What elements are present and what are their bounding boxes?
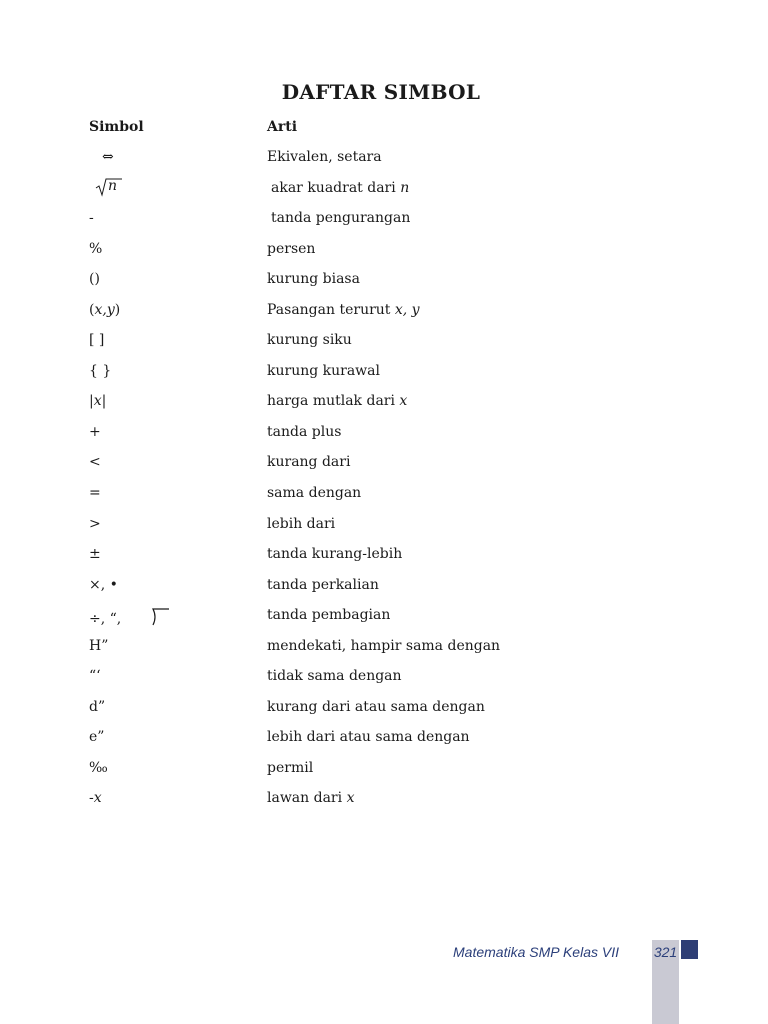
- symbol-cell: (): [89, 271, 100, 288]
- meaning-cell: kurang dari atau sama dengan: [267, 698, 485, 715]
- symbol-cell: ‰: [89, 759, 108, 776]
- symbol-cell: e”: [89, 729, 105, 746]
- symbol-cell: <: [89, 454, 101, 471]
- meaning-cell: sama dengan: [267, 485, 362, 502]
- list-item: [0, 509, 768, 540]
- list-item: [0, 264, 768, 295]
- list-item: [0, 386, 768, 417]
- list-item: [0, 478, 768, 509]
- list-item: [0, 631, 768, 662]
- long-division-icon: [150, 607, 170, 631]
- list-item: [0, 173, 768, 204]
- list-item: [0, 142, 768, 173]
- column-header-meaning: Arti: [267, 119, 298, 135]
- list-item: [0, 753, 768, 784]
- meaning-cell: Pasangan terurut x, y: [267, 301, 420, 318]
- meaning-cell: harga mutlak dari x: [267, 393, 408, 410]
- meaning-cell: Ekivalen, setara: [267, 149, 382, 165]
- list-item: [0, 661, 768, 692]
- meaning-cell: kurung biasa: [267, 271, 360, 288]
- meaning-cell: akar kuadrat dari n: [271, 179, 410, 196]
- symbol-cell: |x|: [89, 393, 107, 410]
- list-item: [0, 600, 768, 631]
- symbol-cell: { }: [89, 362, 112, 379]
- list-item: [0, 356, 768, 387]
- list-item: [0, 722, 768, 753]
- symbol-cell: =: [89, 485, 101, 502]
- page-marker-square: [681, 940, 698, 959]
- symbol-cell: [ ]: [89, 332, 105, 349]
- radicand-variable: n: [108, 177, 118, 194]
- symbol-cell: ×, •: [89, 576, 118, 593]
- meaning-cell: kurang dari: [267, 454, 351, 471]
- page-title: DAFTAR SIMBOL: [281, 80, 481, 104]
- symbol-cell: +: [89, 423, 101, 440]
- meaning-cell: lebih dari: [267, 515, 336, 532]
- meaning-cell: lebih dari atau sama dengan: [267, 729, 470, 746]
- list-item: [0, 447, 768, 478]
- list-item: [0, 570, 768, 601]
- meaning-cell: kurung kurawal: [267, 362, 380, 379]
- meaning-cell: mendekati, hampir sama dengan: [267, 637, 501, 654]
- symbol-cell: ±: [89, 546, 101, 563]
- meaning-cell: tanda plus: [267, 423, 342, 440]
- list-item: [0, 325, 768, 356]
- list-item: [0, 295, 768, 326]
- symbol-cell: [89, 177, 123, 201]
- symbol-cell: -: [89, 210, 94, 227]
- symbol-list: [0, 142, 768, 814]
- list-item: [0, 783, 768, 814]
- symbol-cell: H”: [89, 637, 109, 654]
- footer-book-title: Matematika SMP Kelas VII: [453, 944, 619, 960]
- column-header-symbol: Simbol: [89, 119, 144, 135]
- meaning-cell: permil: [267, 759, 314, 776]
- meaning-cell: tidak sama dengan: [267, 668, 402, 685]
- symbol-cell: ÷, “,: [89, 607, 170, 631]
- meaning-cell: tanda pembagian: [267, 607, 391, 624]
- list-item: [0, 539, 768, 570]
- symbol-cell: -x: [89, 790, 102, 807]
- list-item: [0, 203, 768, 234]
- meaning-cell: kurung siku: [267, 332, 352, 349]
- list-item: [0, 417, 768, 448]
- symbol-cell: “‘: [89, 668, 101, 685]
- symbol-cell: ⇔: [102, 149, 114, 165]
- list-item: [0, 234, 768, 265]
- list-item: [0, 692, 768, 723]
- symbol-cell: %: [89, 240, 103, 257]
- symbol-cell: >: [89, 515, 101, 532]
- square-root-icon: [95, 177, 123, 197]
- meaning-cell: persen: [267, 240, 316, 257]
- page-number: 321: [653, 944, 678, 960]
- meaning-cell: tanda perkalian: [267, 576, 379, 593]
- symbol-cell: (x,y): [89, 301, 121, 318]
- meaning-cell: tanda kurang-lebih: [267, 546, 403, 563]
- meaning-cell: tanda pengurangan: [271, 210, 411, 227]
- meaning-cell: lawan dari x: [267, 790, 355, 807]
- symbol-cell: d”: [89, 698, 106, 715]
